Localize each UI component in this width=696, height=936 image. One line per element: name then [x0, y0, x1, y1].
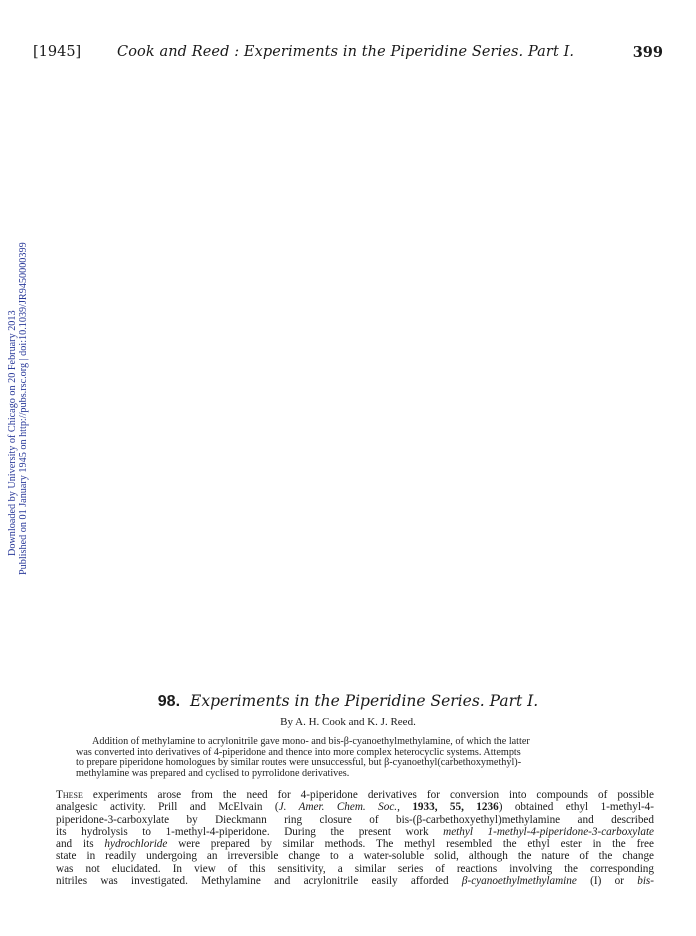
- compound-name: methyl 1-methyl-4-piperidone-3-carboxylate: [443, 825, 655, 838]
- citation-ref: 1933, 55, 1236: [412, 801, 499, 814]
- body-line: piperidone-3-carboxylate by Dieckmann ring closure of bis-(β-carbethoxyethyl)methylamine and described: [56, 813, 654, 826]
- abstract-line: to prepare piperidone homologues by similar routes were unsuccessful, but β-cyanoethyl(carbethoxymethyl)-: [76, 757, 522, 769]
- download-watermark: [0, 0, 30, 936]
- body-line: [56, 826, 654, 838]
- body-line: [56, 875, 654, 887]
- compound-name: hydrochloride: [104, 838, 168, 851]
- body-text-run: its hydrolysis to 1-methyl-4-piperidone. During the present work: [56, 825, 444, 838]
- abstract-line: was converted into derivatives of 4-piperidone and thence into more complex heterocyclic systems. Attempts: [76, 746, 521, 758]
- article-body: [56, 789, 654, 887]
- header-year: [1945]: [33, 44, 82, 60]
- body-text-run: (I) or: [576, 875, 638, 888]
- journal-name: J. Amer. Chem. Soc.: [278, 801, 398, 814]
- header-running-title: Cook and Reed : Experiments in the Piperidine Series. Part I.: [117, 44, 575, 60]
- body-line: [56, 838, 654, 850]
- body-line: [56, 789, 654, 801]
- publication-notice: Published on 01 January 1945 on http://pubs.rsc.org | doi:10.1039/JR9450000399: [18, 242, 29, 575]
- article-byline: By A. H. Cook and K. J. Reed.: [280, 716, 416, 728]
- body-text-run: nitriles was investigated. Methylamine and acrylonitrile easily afforded: [56, 875, 462, 888]
- page-number: 399: [632, 44, 663, 61]
- body-line: state in readily undergoing an irreversible change to a water-soluble solid, although the nature of the change: [56, 850, 654, 863]
- body-text-run: were prepared by similar methods. The methyl resembled the ethyl ester in the free: [167, 838, 654, 851]
- body-text-run: ) obtained ethyl 1-methyl-4-: [498, 801, 655, 814]
- body-text-run: analgesic activity. Prill and McElvain (: [56, 801, 279, 814]
- body-text-run: experiments arose from the need for 4-piperidone derivatives for conversion into compounds of possible: [82, 789, 654, 801]
- abstract-line: methylamine was prepared and cyclised to pyrrolidone derivatives.: [76, 767, 350, 779]
- article-abstract: [76, 737, 636, 779]
- compound-name: bis-: [637, 875, 654, 888]
- lead-in-word: These: [56, 789, 83, 801]
- article-number: 98.: [157, 693, 181, 710]
- body-line: was not elucidated. In view of this sensitivity, a similar series of reactions involving the corresponding: [56, 862, 654, 875]
- body-line: [56, 801, 654, 813]
- article-heading: [0, 692, 696, 711]
- running-header: [33, 44, 663, 66]
- download-notice: Downloaded by University of Chicago on 20 February 2013: [7, 310, 18, 556]
- abstract-line: Addition of methylamine to acrylonitrile gave mono- and bis-β-cyanoethylmethylamine, of which the latter: [92, 736, 530, 747]
- article-title: Experiments in the Piperidine Series. Part I.: [190, 692, 539, 710]
- compound-name: β-cyanoethylmethylamine: [461, 875, 577, 888]
- body-text-run: and its: [56, 838, 105, 851]
- body-text-run: ,: [397, 801, 413, 814]
